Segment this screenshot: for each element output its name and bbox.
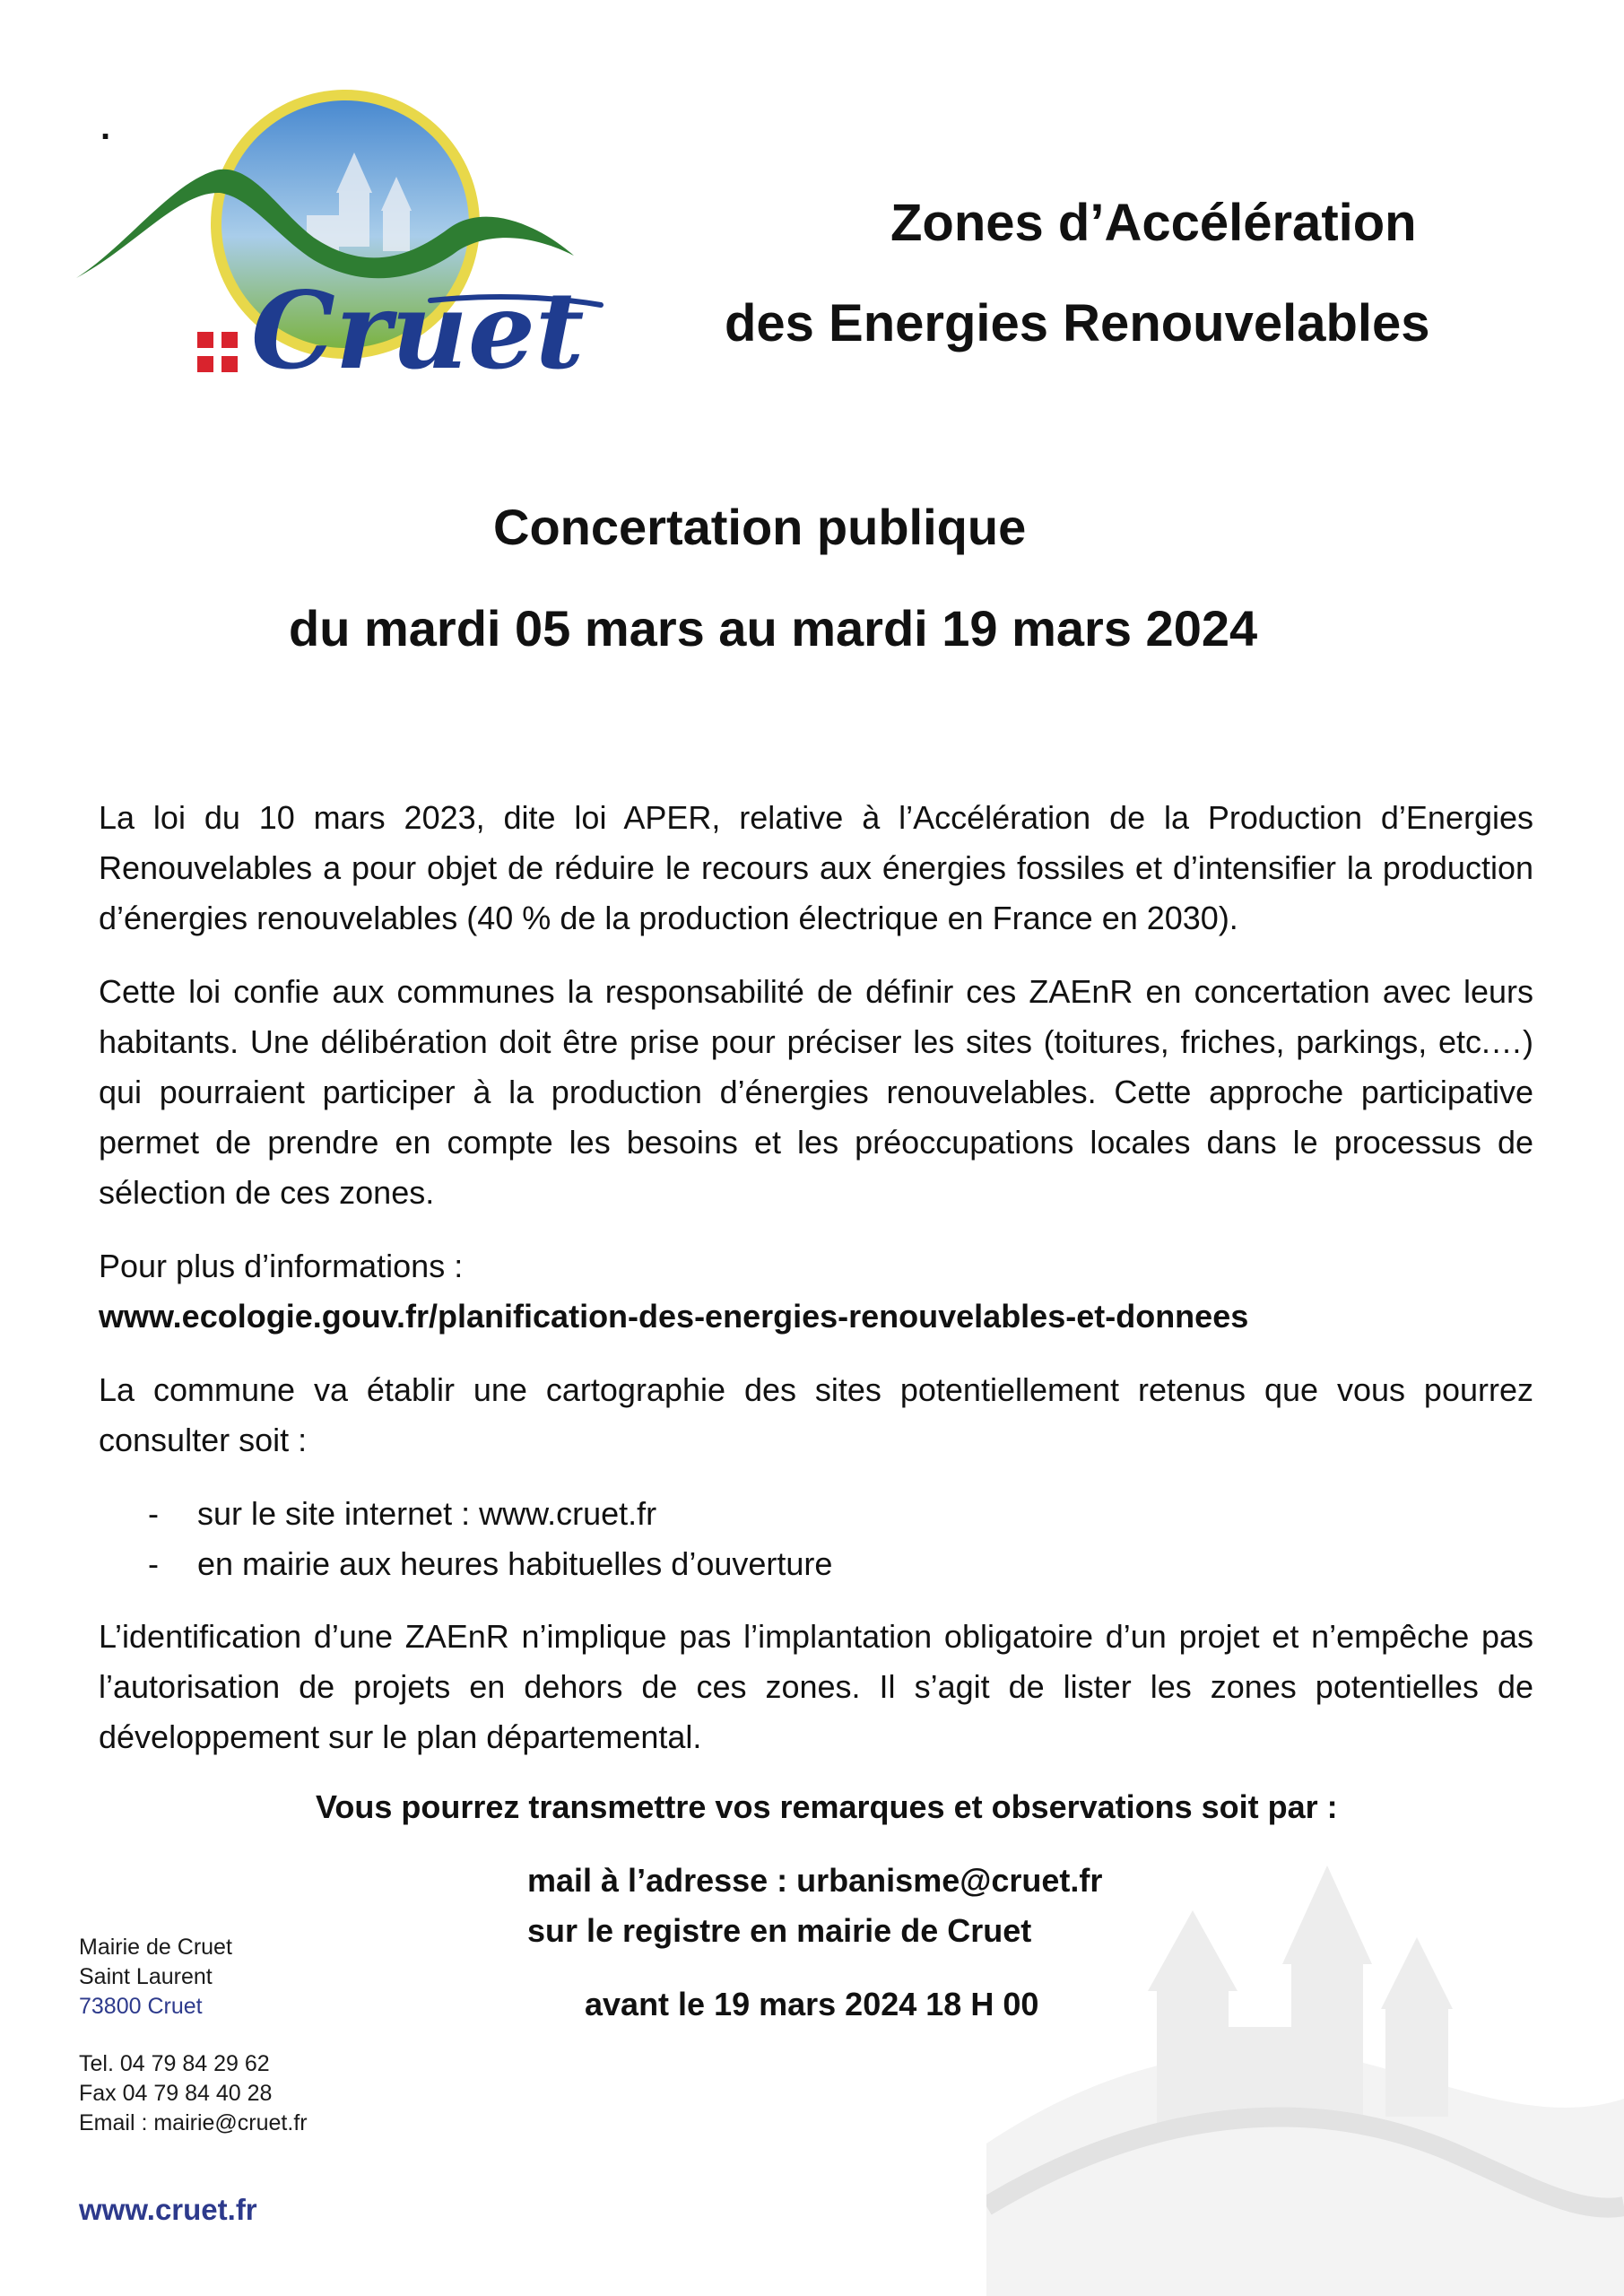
info-link[interactable]: www.ecologie.gouv.fr/planification-des-energies-renouvelables-et-donnees [99,1298,1249,1335]
paragraph-communes: Cette loi confie aux communes la responsabilité de définir ces ZAEnR en concertation avec leurs habitants. Une délibération doit être prise pour préciser les sites (toitures, friches, parkings, etc.…) qui pourraient participer à la production d’énergies renouvelables. Cette approche participative permet de prendre en compte les besoins et les préoccupations locales dans le processus de sélection de ces zones. [99,973,1533,1211]
village-watermark [986,1830,1624,2296]
subtitle-line1: Concertation publique [493,499,1027,555]
logo-wordmark: Cruet [251,268,585,393]
footer-contacts [79,2049,308,2138]
info-label: Pour plus d’informations : [99,1248,464,1284]
footer-email[interactable]: Email : mairie@cruet.fr [79,2110,308,2135]
paragraph-cartographie: La commune va établir une cartographie des sites potentiellement retenus que vous pourrez consulter soit : [99,1371,1533,1458]
bullet-site-internet: sur le site internet : www.cruet.fr [197,1495,657,1532]
contact-registre: sur le registre en mairie de Cruet [527,1912,1032,1949]
bullet-mairie: en mairie aux heures habituelles d’ouverture [197,1545,833,1582]
bullet-dash-1: - [148,1495,159,1532]
contact-deadline: avant le 19 mars 2024 18 H 00 [585,1986,1039,2022]
footer-address [79,1933,232,2022]
paragraph-loi-aper: La loi du 10 mars 2023, dite loi APER, relative à l’Accélération de la Production d’Energies Renouvelables a pour objet de réduire le recours aux énergies fossiles et d’intensifier la production d’énergies renouvelables (40 % de la production électrique en France en 2030). [99,799,1533,936]
contact-intro: Vous pourrez transmettre vos remarques et observations soit par : [316,1788,1338,1825]
subtitle-line2: du mardi 05 mars au mardi 19 mars 2024 [289,600,1258,657]
page-title-line1: Zones d’Accélération [890,194,1417,252]
footer-tel: Tel. 04 79 84 29 62 [79,2051,270,2076]
footer-name: Mairie de Cruet [79,1935,232,1960]
header-dot: . [100,108,111,147]
logo-flag [197,332,238,372]
footer-website[interactable]: www.cruet.fr [79,2193,257,2226]
bullet-dash-2: - [148,1545,159,1582]
footer-postal: 73800 Cruet [79,1994,203,2019]
contact-mail[interactable]: mail à l’adresse : urbanisme@cruet.fr [527,1862,1103,1899]
footer-street: Saint Laurent [79,1964,213,1989]
page-title-line2: des Energies Renouvelables [725,294,1430,352]
cruet-logo [72,76,610,399]
footer-fax: Fax 04 79 84 40 28 [79,2081,273,2106]
paragraph-identification: L’identification d’une ZAEnR n’implique pas l’implantation obligatoire d’un projet et n’empêche pas l’autorisation de projets en dehors de ces zones. Il s’agit de lister les zones potentielles de développement sur le plan départemental. [99,1618,1533,1755]
